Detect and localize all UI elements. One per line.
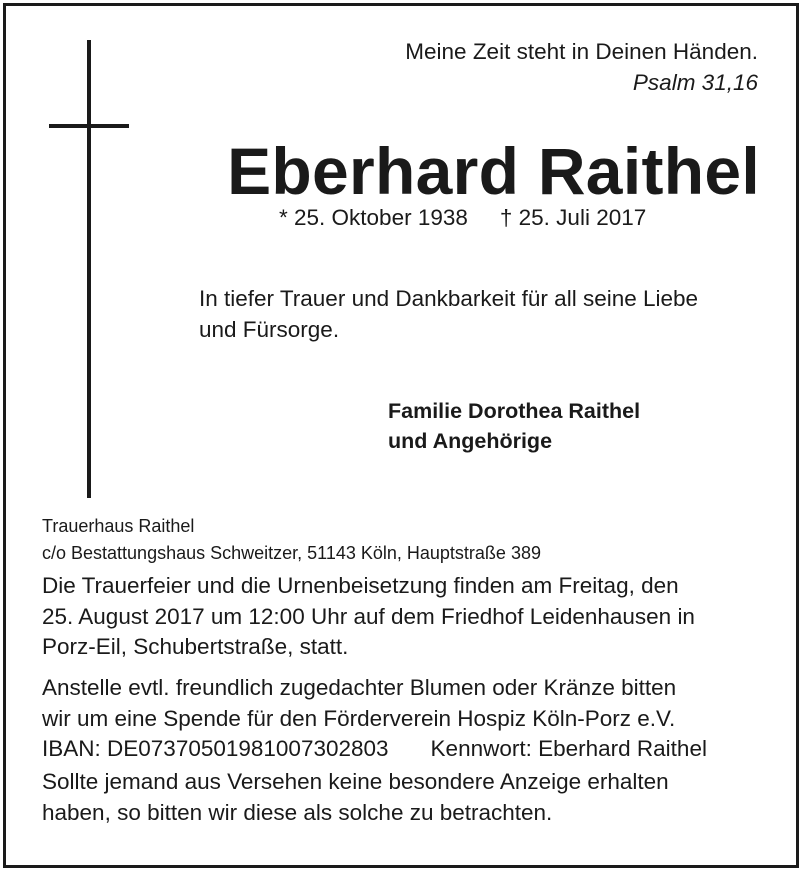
birth-date: * 25. Oktober 1938 (279, 205, 468, 230)
death-date: † 25. Juli 2017 (499, 205, 647, 230)
donation-info (42, 673, 772, 765)
condolence-text (199, 283, 769, 345)
donation-keyword: Kennwort: Eberhard Raithel (430, 736, 707, 761)
donation-line: Anstelle evtl. freundlich zugedachter Blumen oder Kränze bitten (42, 675, 677, 700)
donation-line: wir um eine Spende für den Förderverein Hospiz Köln-Porz e.V. (42, 705, 676, 731)
address-line: c/o Bestattungshaus Schweitzer, 51143 Köln, Hauptstraße 389 (42, 543, 541, 563)
condolence-line: In tiefer Trauer und Dankbarkeit für all seine Liebe (199, 286, 699, 311)
cross-icon (87, 40, 91, 498)
funeral-line: Die Trauerfeier und die Urnenbeisetzung finden am Freitag, den (42, 573, 679, 598)
bank-details (42, 734, 772, 765)
deceased-name: Eberhard Raithel (227, 134, 760, 208)
notice-line: haben, so bitten wir diese als solche zu betrachten. (42, 799, 553, 825)
notice-text (42, 767, 772, 828)
funeral-line: Porz-Eil, Schubertstraße, statt. (42, 634, 349, 659)
family-line: und Angehörige (388, 429, 553, 453)
quote-text: Meine Zeit steht in Deinen Händen. (405, 39, 758, 64)
family-line: Familie Dorothea Raithel (388, 399, 641, 423)
mourning-address (42, 513, 541, 567)
funeral-line: 25. August 2017 um 12:00 Uhr auf dem Friedhof Leidenhausen in (42, 603, 695, 629)
notice-line: Sollte jemand aus Versehen keine besondere Anzeige erhalten (42, 769, 669, 794)
funeral-info (42, 571, 772, 663)
condolence-line: und Fürsorge. (199, 317, 340, 342)
life-dates (279, 203, 646, 233)
cross-icon-bar (49, 124, 129, 128)
address-line: Trauerhaus Raithel (42, 516, 195, 536)
iban: IBAN: DE07370501981007302803 (42, 736, 389, 761)
quote-source: Psalm 31,16 (632, 70, 758, 95)
bible-quote (405, 36, 758, 98)
mourners-signature (388, 396, 640, 456)
